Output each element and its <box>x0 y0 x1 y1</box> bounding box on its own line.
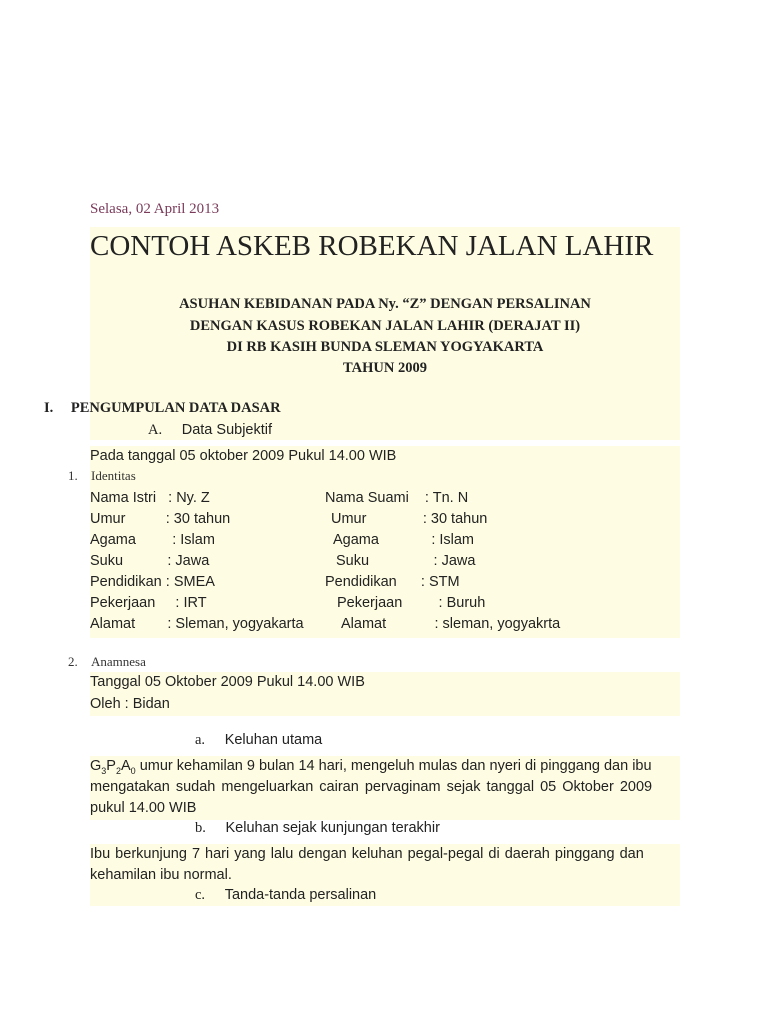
identitas-number: 1. <box>68 468 78 483</box>
subsection-a-marker: A. <box>148 422 163 438</box>
item-a-title: Keluhan utama <box>224 732 323 748</box>
identitas-heading <box>68 468 136 484</box>
item-b-heading <box>195 820 440 837</box>
anamnesa-number: 2. <box>68 654 78 669</box>
subsection-a <box>148 422 272 439</box>
item-a-marker: a. <box>195 732 206 748</box>
gpa-a: A <box>120 758 131 774</box>
item-b-marker: b. <box>195 820 206 836</box>
identitas-row-right-2: Umur : 30 tahun <box>331 511 488 527</box>
gpa-a-sub: 0 <box>130 765 136 776</box>
identitas-row-right-1: Nama Suami : Tn. N <box>325 490 469 506</box>
identitas-title: Identitas <box>91 468 136 483</box>
item-b-line-1: Ibu berkunjung 7 hari yang lalu dengan keluhan pegal-pegal di daerah pinggang dan <box>90 846 644 862</box>
gpa-p: P <box>106 758 116 774</box>
intro-date: Pada tanggal 05 oktober 2009 Pukul 14.00 WIB <box>90 448 397 464</box>
anamnesa-heading <box>68 654 146 670</box>
item-c-title: Tanda-tanda persalinan <box>224 887 377 903</box>
gpa-g: G <box>90 758 102 774</box>
item-a-line-1 <box>90 756 678 777</box>
identitas-row-left-4: Suku : Jawa <box>90 553 210 569</box>
identitas-row-left-7: Alamat : Sleman, yogyakarta <box>90 616 304 632</box>
anamnesa-by: Oleh : Bidan <box>90 696 170 712</box>
identitas-row-left-3: Agama : Islam <box>90 532 215 548</box>
identitas-row-left-6: Pekerjaan : IRT <box>90 595 207 611</box>
section-number: I. <box>44 400 54 416</box>
identitas-row-left-2: Umur : 30 tahun <box>90 511 231 527</box>
item-a-line-3: pukul 14.00 WIB <box>90 800 197 816</box>
heading-line-4: TAHUN 2009 <box>343 360 427 376</box>
item-a-heading <box>195 732 322 749</box>
item-a-line-2: mengatakan sudah mengeluarkan cairan pervaginam sejak tanggal 05 Oktober 2009 <box>90 779 653 795</box>
heading-line-3: DI RB KASIH BUNDA SLEMAN YOGYAKARTA <box>226 339 544 355</box>
identitas-row-right-5: Pendidikan : STM <box>325 574 460 590</box>
page-title: CONTOH ASKEB ROBEKAN JALAN LAHIR <box>90 230 654 262</box>
heading-line-1: ASUHAN KEBIDANAN PADA Ny. “Z” DENGAN PERSALINAN <box>179 296 591 312</box>
item-b-title: Keluhan sejak kunjungan terakhir <box>225 820 440 836</box>
identitas-row-right-3: Agama : Islam <box>333 532 475 548</box>
section-heading <box>44 400 281 417</box>
heading-line-2: DENGAN KASUS ROBEKAN JALAN LAHIR (DERAJAT II) <box>189 318 581 334</box>
item-b-line-2: kehamilan ibu normal. <box>90 867 232 883</box>
identitas-row-right-6: Pekerjaan : Buruh <box>337 595 486 611</box>
section-title: PENGUMPULAN DATA DASAR <box>70 400 281 416</box>
identitas-row-right-7: Alamat : sleman, yogyakrta <box>341 616 561 632</box>
post-date: Selasa, 02 April 2013 <box>90 201 220 217</box>
item-c-heading <box>195 887 376 904</box>
identitas-row-left-1: Nama Istri : Ny. Z <box>90 490 210 506</box>
identitas-row-left-5: Pendidikan : SMEA <box>90 574 215 590</box>
item-a-line-1-rest: umur kehamilan 9 bulan 14 hari, mengeluh mulas dan nyeri di pinggang dan ibu <box>135 758 652 774</box>
gpa-p-sub: 2 <box>115 765 121 776</box>
identitas-row-right-4: Suku : Jawa <box>336 553 476 569</box>
anamnesa-date: Tanggal 05 Oktober 2009 Pukul 14.00 WIB <box>90 674 365 690</box>
gpa-g-sub: 3 <box>101 765 107 776</box>
anamnesa-title: Anamnesa <box>91 654 146 669</box>
subsection-a-title: Data Subjektif <box>181 422 273 438</box>
item-c-marker: c. <box>195 887 206 903</box>
